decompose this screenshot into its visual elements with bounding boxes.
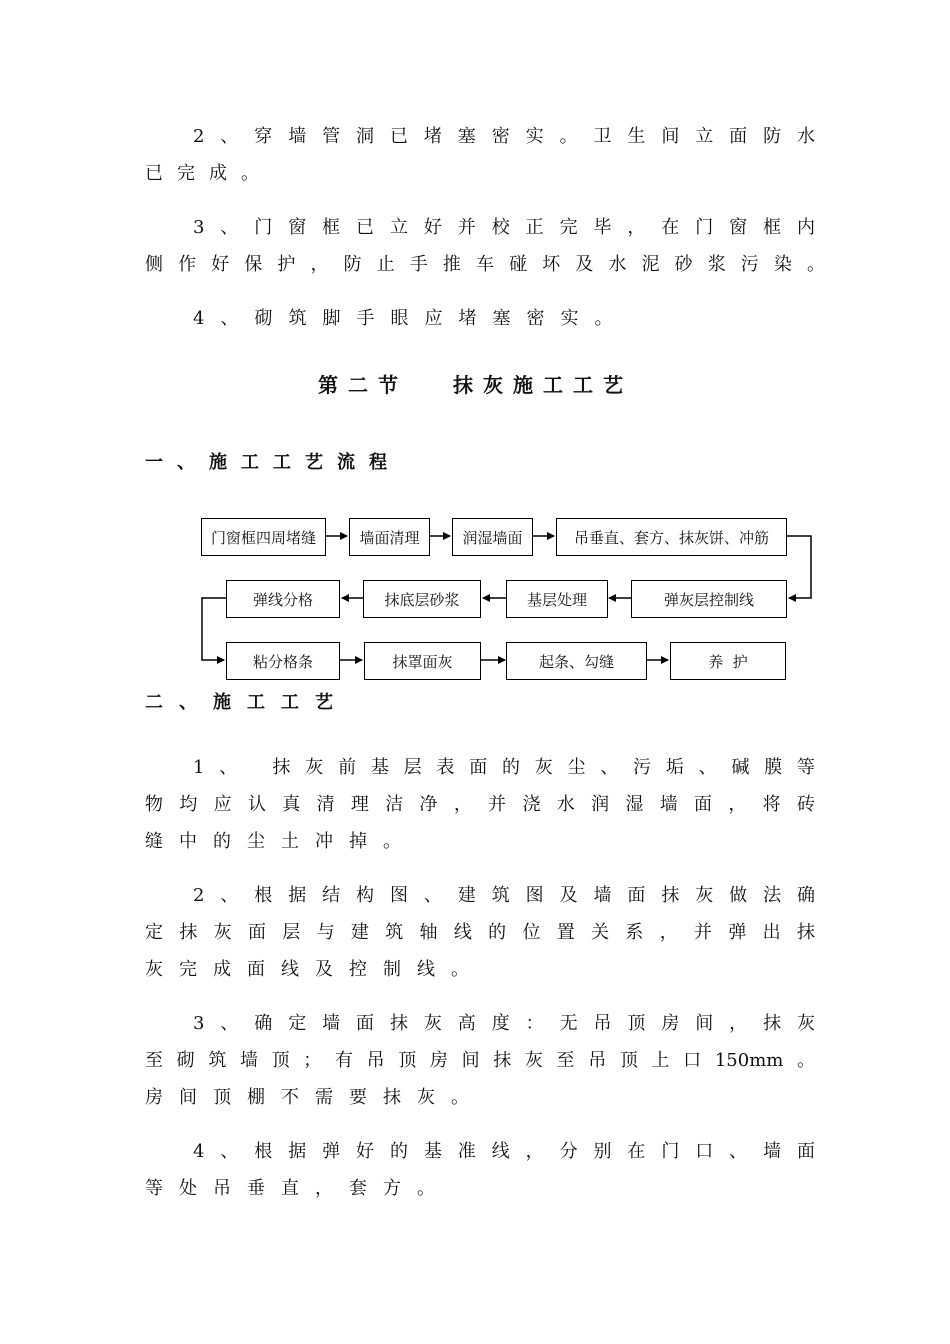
process-p2-line-1: 2、根据结构图、建筑图及墙面抹灰做法确 [193,885,815,906]
flow-step-9: 粘分格条 [226,642,340,680]
flow-step-1: 门窗框四周堵缝 [201,518,326,556]
flow-step-7: 抹底层砂浆 [363,580,481,618]
process-heading: 二、施工工艺 [145,692,349,713]
flow-step-5: 弹灰层控制线 [631,580,787,618]
process-p2-line-3: 灰完成面线及控制线。 [145,959,485,980]
process-p1-line-2: 物均应认真清理洁净，并浇水润湿墙面，将砖 [145,794,815,815]
prep-item-2-line-2: 已完成。 [145,163,273,184]
process-p3-line-3: 房间顶棚不需要抹灰。 [145,1087,485,1108]
section-title-number: 第二节 [318,373,408,397]
flow-step-11: 起条、勾缝 [506,642,647,680]
process-p1-line-1: 1、 抹灰前基层表面的灰尘、污垢、碱膜等 [193,757,816,778]
process-p3-line-2: 至砌筑墙顶；有吊顶房间抹灰至吊顶上口150mm。 [145,1050,815,1071]
process-p4-line-2: 等处吊垂直，套方。 [145,1178,451,1199]
flow-step-2: 墙面清理 [349,518,430,556]
flow-step-12: 养 护 [670,642,786,680]
prep-item-3-line-1: 3、门窗框已立好并校正完毕，在门窗框内 [193,217,815,238]
flow-step-3: 润湿墙面 [452,518,533,556]
process-p4-line-1: 4、根据弹好的基准线，分别在门口、墙面 [193,1141,815,1162]
prep-item-3-line-2: 侧作好保护，防止手推车碰坏及水泥砂浆污染。 [145,254,825,275]
arrow-4-5 [787,536,811,598]
arrow-8-9 [202,598,226,660]
process-p2-line-2: 定抹灰面层与建筑轴线的位置关系，并弹出抹 [145,922,815,943]
flow-step-8: 弹线分格 [226,580,340,618]
process-p3-line-1: 3、确定墙面抹灰高度：无吊顶房间，抹灰 [193,1013,815,1034]
process-p1-line-3: 缝中的尘土冲掉。 [145,831,417,852]
flow-step-10: 抹罩面灰 [364,642,481,680]
section-title-text: 抹灰施工工艺 [453,373,633,397]
flow-heading: 一、施工工艺流程 [145,452,401,473]
flow-step-6: 基层处理 [506,580,608,618]
prep-item-4-line-1: 4、砌筑脚手眼应堵塞密实。 [193,308,629,329]
prep-item-2-line-1: 2、穿墙管洞已堵塞密实。卫生间立面防水 [193,126,815,147]
flow-step-4: 吊垂直、套方、抹灰饼、冲筋 [556,518,787,556]
